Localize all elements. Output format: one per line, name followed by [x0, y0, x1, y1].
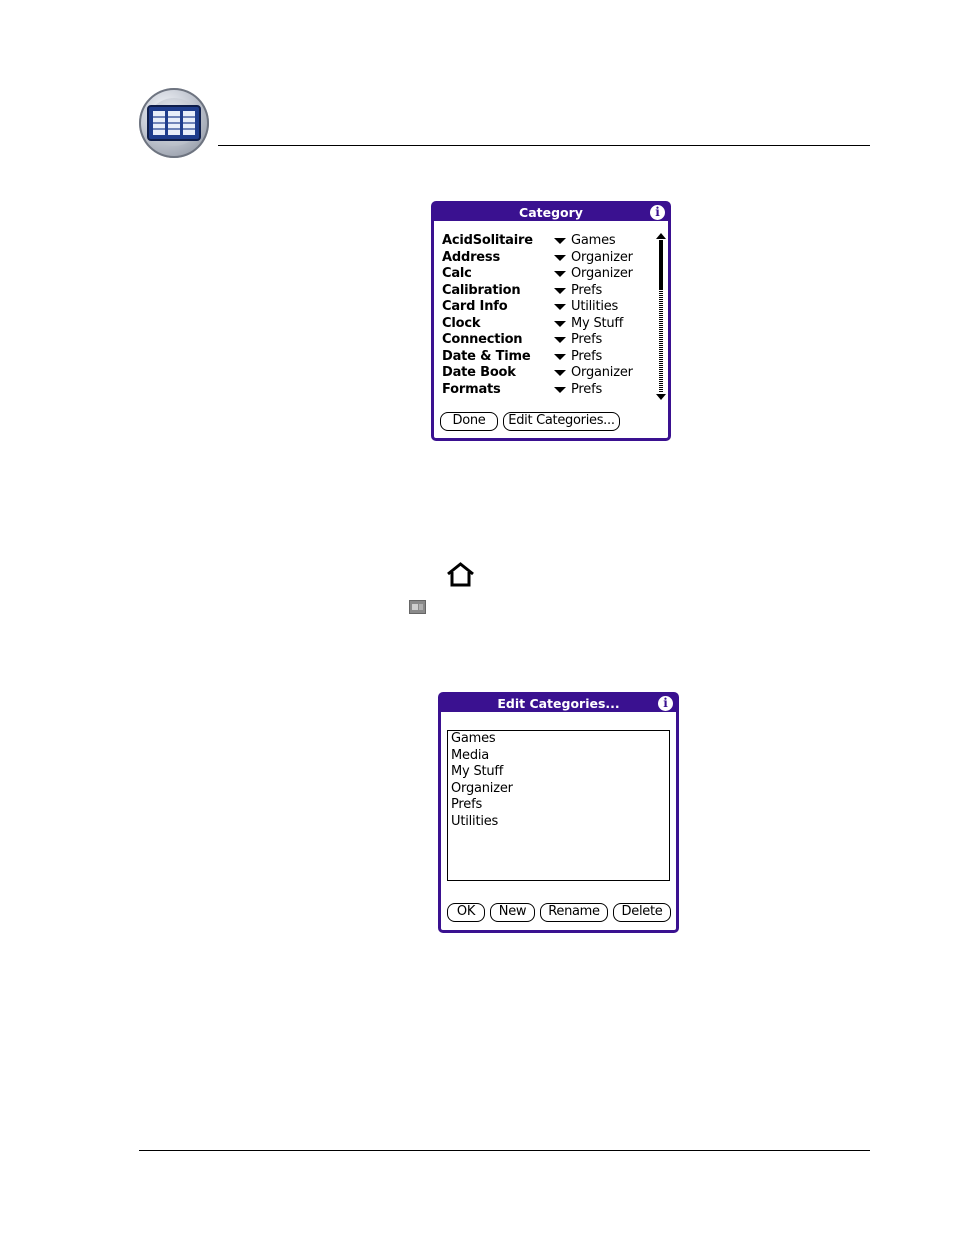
delete-button[interactable]: Delete: [613, 903, 671, 922]
list-item-prefs[interactable]: Prefs: [451, 797, 483, 812]
category-row-clock[interactable]: [442, 316, 647, 333]
popup-triangle-icon: [554, 370, 566, 376]
favorites-icon: [409, 600, 426, 614]
category-value: Prefs: [571, 381, 603, 397]
category-value: Prefs: [571, 348, 603, 364]
popup-triangle-icon: [554, 238, 566, 244]
app-name: Address: [442, 249, 500, 265]
new-button[interactable]: New: [490, 903, 535, 922]
category-value: Prefs: [571, 332, 603, 347]
scrollbar[interactable]: [656, 233, 666, 400]
list-item-my-stuff[interactable]: My Stuff: [451, 764, 504, 779]
category-value: Utilities: [571, 299, 619, 314]
app-name: Date & Time: [442, 348, 531, 364]
category-row-formats[interactable]: [442, 382, 647, 399]
rename-button[interactable]: Rename: [540, 903, 608, 922]
scroll-up-arrow-icon[interactable]: [656, 233, 666, 239]
category-row-card-info[interactable]: [442, 299, 647, 316]
app-name: Formats: [442, 381, 501, 397]
list-item-organizer[interactable]: Organizer: [451, 780, 513, 796]
category-dialog: [431, 201, 671, 441]
category-dialog-title: [434, 204, 668, 221]
done-button[interactable]: Done: [440, 412, 498, 431]
ok-button[interactable]: OK: [447, 903, 485, 922]
app-name: Connection: [442, 332, 523, 347]
popup-triangle-icon: [554, 288, 566, 294]
category-row-calibration[interactable]: [442, 283, 647, 300]
category-value: Games: [571, 233, 616, 248]
scroll-down-arrow-icon[interactable]: [656, 394, 666, 400]
popup-triangle-icon: [554, 271, 566, 277]
list-item-games[interactable]: Games: [451, 731, 496, 746]
popup-triangle-icon: [554, 354, 566, 360]
category-row-date-book[interactable]: [442, 365, 647, 382]
list-item-utilities[interactable]: Utilities: [451, 813, 499, 829]
info-icon[interactable]: i: [658, 696, 673, 711]
app-name: Clock: [442, 315, 481, 331]
popup-triangle-icon: [554, 304, 566, 310]
edit-categories-dialog: [438, 692, 679, 933]
category-row-date-time[interactable]: [442, 349, 647, 366]
popup-triangle-icon: [554, 255, 566, 261]
app-name: Date Book: [442, 365, 516, 380]
scroll-thumb[interactable]: [659, 240, 663, 290]
popup-triangle-icon: [554, 387, 566, 393]
app-name: Card Info: [442, 299, 508, 314]
app-name: Calibration: [442, 282, 521, 298]
edit-categories-button[interactable]: Edit Categories...: [503, 412, 620, 431]
app-name: AcidSolitaire: [442, 233, 533, 248]
category-row-connection[interactable]: [442, 332, 647, 349]
category-value: Organizer: [571, 266, 633, 281]
dialog-title-text: Category: [519, 205, 583, 220]
category-row-acidsolitaire[interactable]: [442, 233, 647, 250]
address-book-icon: [147, 105, 201, 141]
home-icon: [445, 561, 476, 588]
info-icon[interactable]: i: [650, 205, 665, 220]
category-row-address[interactable]: [442, 250, 647, 267]
category-value: Organizer: [571, 249, 633, 265]
header-rule: [218, 145, 870, 146]
category-value: Prefs: [571, 282, 603, 298]
category-value: Organizer: [571, 365, 633, 380]
popup-triangle-icon: [554, 337, 566, 343]
edit-categories-dialog-title: [441, 695, 676, 712]
chapter-icon: [139, 88, 209, 158]
category-list[interactable]: [447, 730, 670, 881]
dialog-title-text: Edit Categories...: [497, 696, 620, 711]
footer-rule: [139, 1150, 870, 1151]
app-name: Calc: [442, 266, 472, 281]
popup-triangle-icon: [554, 321, 566, 327]
category-value: My Stuff: [571, 315, 624, 331]
list-item-media[interactable]: Media: [451, 747, 490, 763]
category-row-calc[interactable]: [442, 266, 647, 283]
